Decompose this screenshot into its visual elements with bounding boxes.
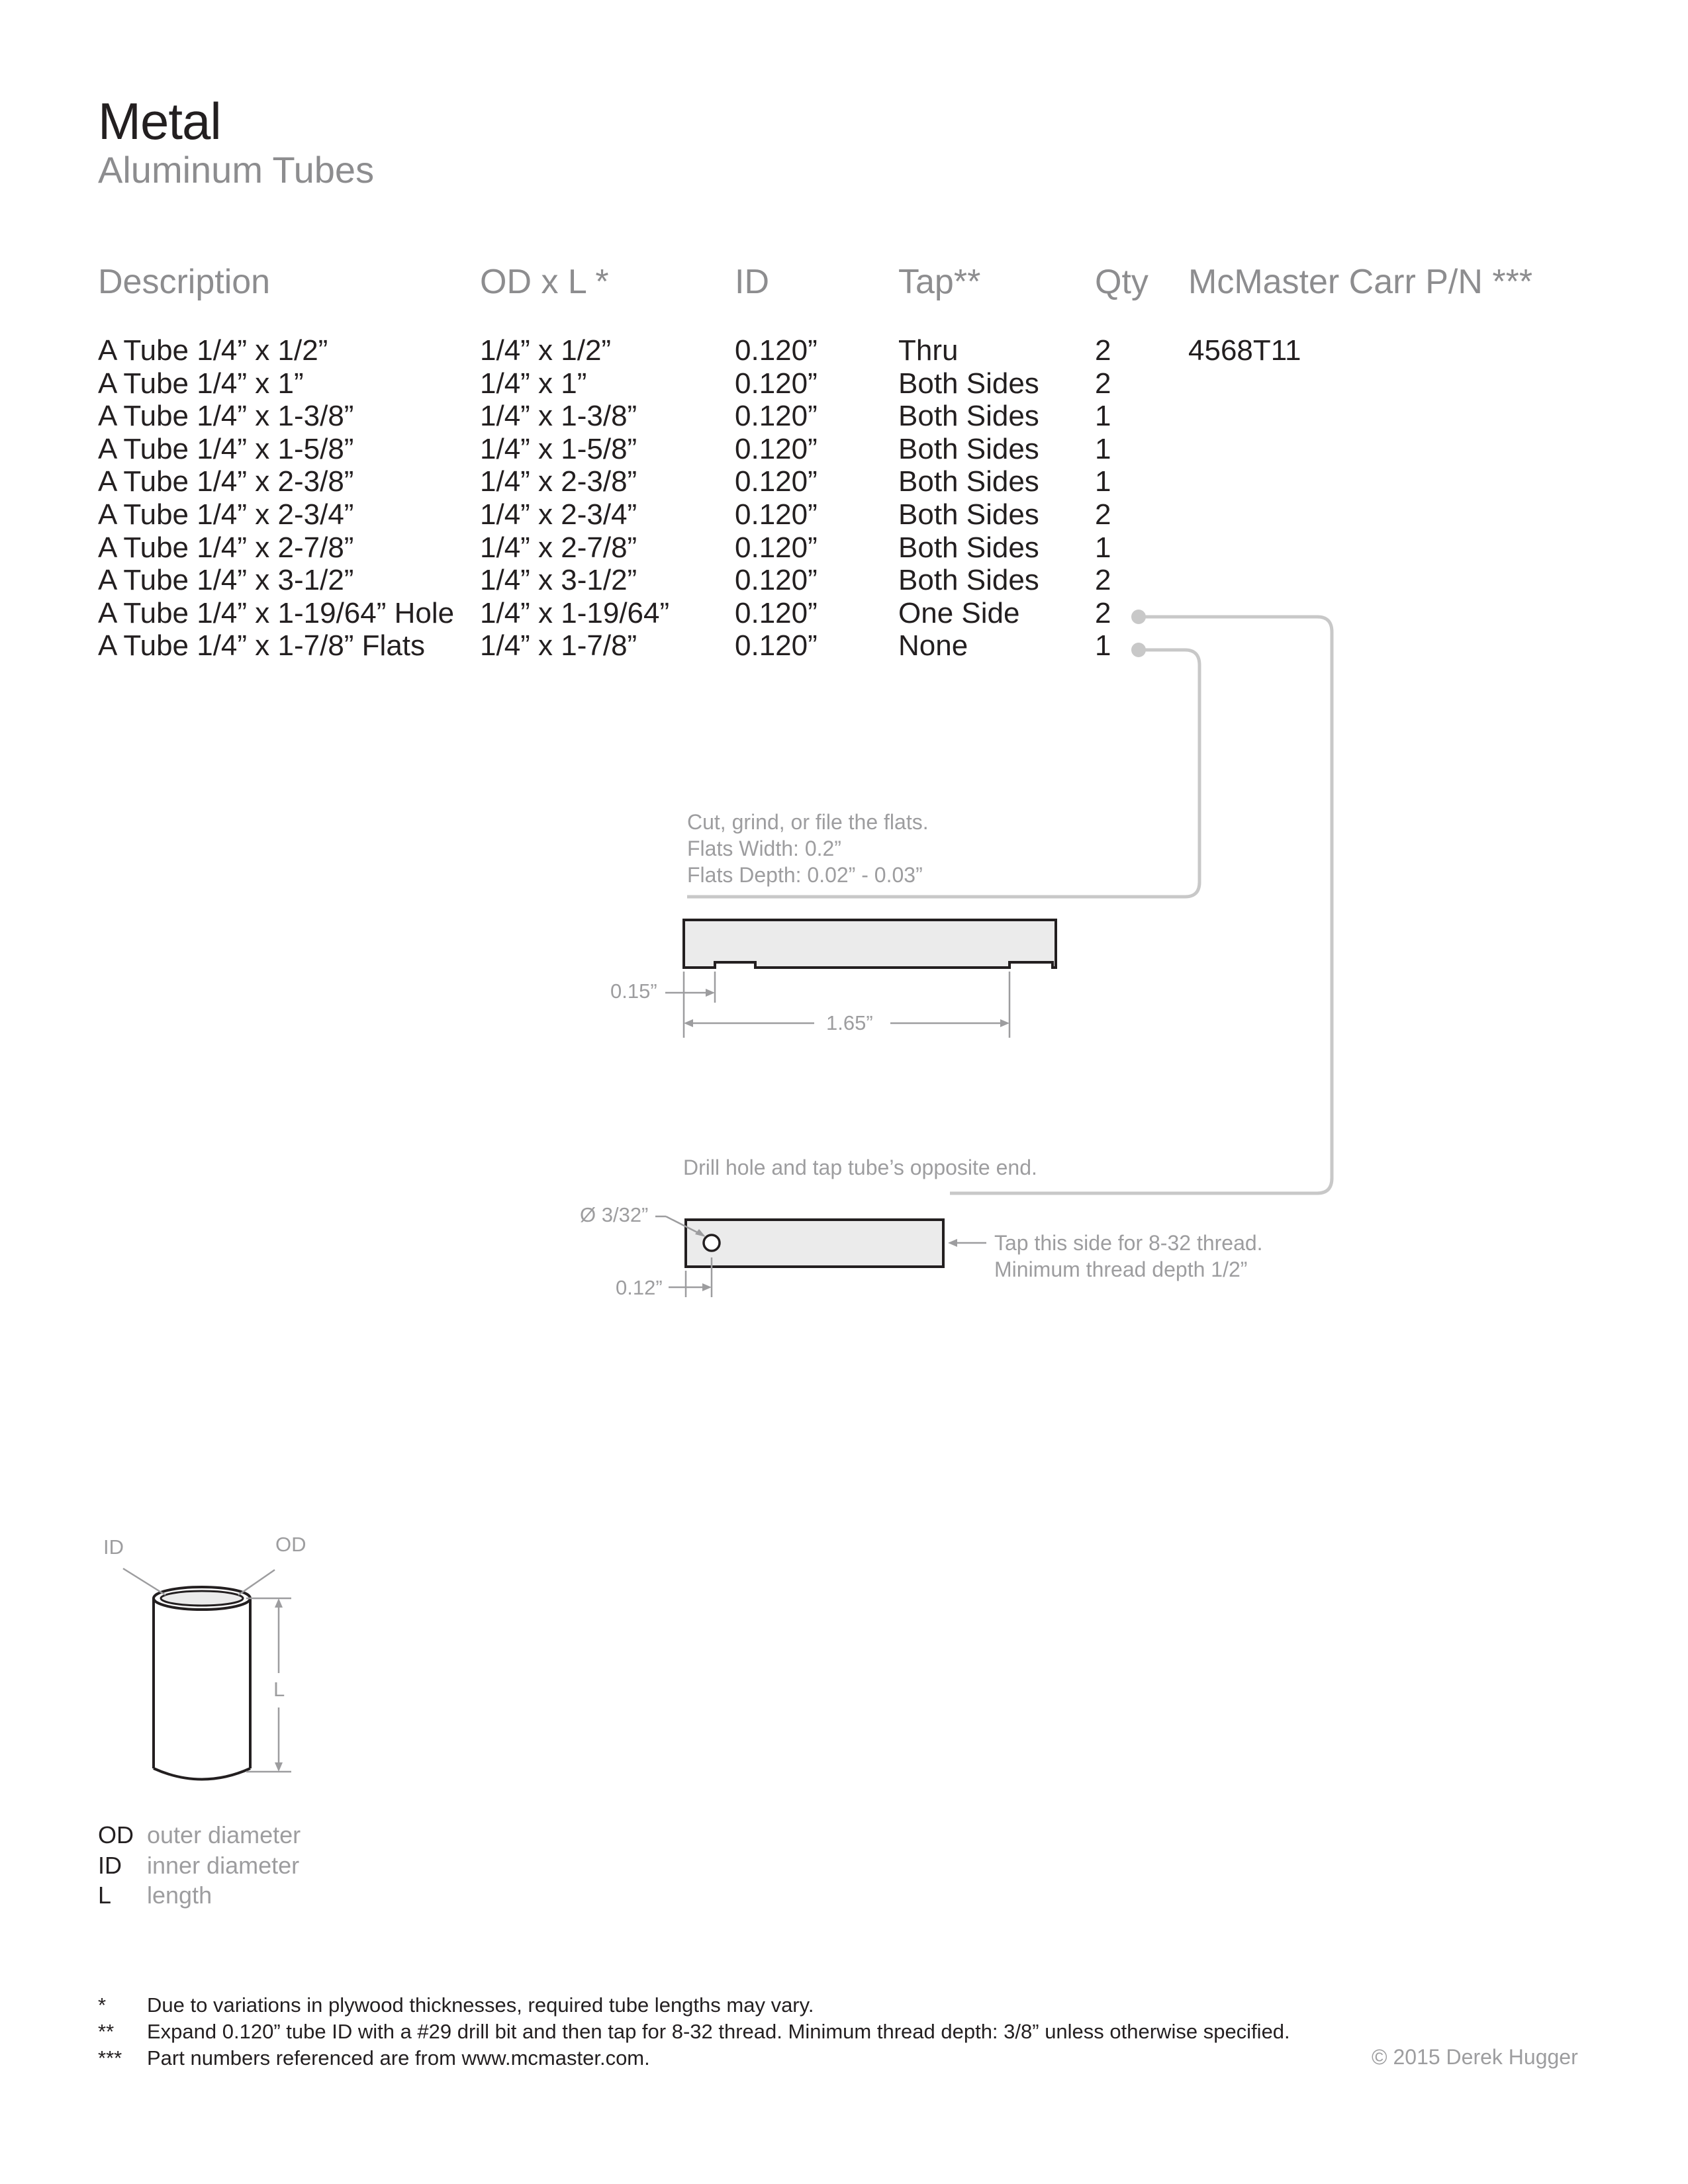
cell-id: 0.120” <box>735 367 818 400</box>
cell-qty: 2 <box>1095 596 1111 629</box>
cell-od-length: 1/4” x 1” <box>480 367 587 400</box>
cell-description: A Tube 1/4” x 1-5/8” <box>98 432 354 465</box>
cell-od-length: 1/4” x 2-7/8” <box>480 531 637 564</box>
column-header-od-length: OD x L * <box>480 263 609 301</box>
cell-qty: 2 <box>1095 334 1111 367</box>
cell-id: 0.120” <box>735 564 818 597</box>
cell-tap: Both Sides <box>898 531 1039 564</box>
page-subtitle: Aluminum Tubes <box>98 149 375 191</box>
cell-qty: 2 <box>1095 564 1111 597</box>
cell-qty: 1 <box>1095 432 1111 465</box>
connector-dot-flats <box>1131 643 1146 657</box>
cell-description: A Tube 1/4” x 2-3/8” <box>98 465 354 498</box>
cell-qty: 1 <box>1095 400 1111 433</box>
cell-od-length: 1/4” x 1-5/8” <box>480 432 637 465</box>
cell-description: A Tube 1/4” x 1-7/8” Flats <box>98 629 426 662</box>
page-title: Metal <box>98 92 221 150</box>
footnote-mark: ** <box>98 2020 115 2043</box>
cell-od-length: 1/4” x 1-19/64” <box>480 596 670 629</box>
cell-qty: 1 <box>1095 465 1111 498</box>
cell-id: 0.120” <box>735 334 818 367</box>
copyright: © 2015 Derek Hugger <box>1372 2045 1578 2069</box>
hole-tube-drawing <box>686 1220 943 1267</box>
cell-od-length: 1/4” x 1-3/8” <box>480 400 637 433</box>
cell-description: A Tube 1/4” x 1/2” <box>98 334 328 367</box>
connector-hole <box>950 617 1332 1193</box>
flats-note <box>687 809 929 888</box>
cell-description: A Tube 1/4” x 2-3/4” <box>98 498 354 531</box>
footnote-mark: *** <box>98 2046 122 2070</box>
cell-qty: 1 <box>1095 629 1111 662</box>
legend-abbr: OD <box>98 1821 134 1848</box>
hole-offset-dimension: 0.12” <box>616 1276 663 1299</box>
cell-od-length: 1/4” x 3-1/2” <box>480 564 637 597</box>
cell-qty: 2 <box>1095 367 1111 400</box>
cell-od-length: 1/4” x 2-3/4” <box>480 498 637 531</box>
cell-description: A Tube 1/4” x 1-19/64” Hole <box>98 596 455 629</box>
cell-id: 0.120” <box>735 400 818 433</box>
cell-od-length: 1/4” x 1-7/8” <box>480 629 637 662</box>
hole-diameter-dimension: Ø 3/32” <box>580 1203 649 1226</box>
cell-tap: None <box>898 629 968 662</box>
cell-id: 0.120” <box>735 629 818 662</box>
flats-length-dimension: 1.65” <box>826 1011 873 1034</box>
cell-qty: 2 <box>1095 498 1111 531</box>
legend-text: outer diameter <box>147 1821 301 1848</box>
cell-description: A Tube 1/4” x 2-7/8” <box>98 531 354 564</box>
cell-tap: One Side <box>898 596 1020 629</box>
legend-text: length <box>147 1882 212 1909</box>
flats-tube-drawing <box>684 920 1056 968</box>
column-header-part-number: McMaster Carr P/N *** <box>1188 263 1533 301</box>
legend-abbr: ID <box>98 1852 122 1879</box>
column-header-description: Description <box>98 263 271 301</box>
cell-tap: Both Sides <box>898 465 1039 498</box>
connector-dot-hole <box>1131 610 1146 624</box>
flats-offset-dimension: 0.15” <box>610 979 657 1003</box>
cell-tap: Both Sides <box>898 400 1039 433</box>
tap-note-line: Minimum thread depth 1/2” <box>994 1257 1248 1281</box>
cell-tap: Both Sides <box>898 432 1039 465</box>
cell-tap: Both Sides <box>898 564 1039 597</box>
legend-abbr: L <box>98 1882 112 1909</box>
cell-tap: Thru <box>898 334 959 367</box>
cell-description: A Tube 1/4” x 1-3/8” <box>98 400 354 433</box>
cell-qty: 1 <box>1095 531 1111 564</box>
tube-label-length: L <box>273 1678 285 1701</box>
tube-label-od: OD <box>275 1533 306 1556</box>
flats-note-line: Flats Depth: 0.02” - 0.03” <box>687 863 923 887</box>
cell-id: 0.120” <box>735 596 818 629</box>
cell-description: A Tube 1/4” x 3-1/2” <box>98 564 354 597</box>
column-header-id: ID <box>735 263 769 301</box>
flats-note-line: Flats Width: 0.2” <box>687 837 841 860</box>
cell-description: A Tube 1/4” x 1” <box>98 367 304 400</box>
cell-id: 0.120” <box>735 531 818 564</box>
tap-note <box>994 1230 1263 1283</box>
tube-isometric-drawing <box>154 1587 250 1780</box>
cell-tap: Both Sides <box>898 367 1039 400</box>
column-header-qty: Qty <box>1095 263 1149 301</box>
tap-note-line: Tap this side for 8-32 thread. <box>994 1231 1263 1255</box>
flats-note-line: Cut, grind, or file the flats. <box>687 810 929 834</box>
footnote-text: Due to variations in plywood thicknesses, required tube lengths may vary. <box>147 1993 814 2017</box>
cell-part-number: 4568T11 <box>1188 334 1301 367</box>
footnote-mark: * <box>98 1993 107 2017</box>
column-header-tap: Tap** <box>898 263 981 301</box>
cell-od-length: 1/4” x 2-3/8” <box>480 465 637 498</box>
footnote-text: Expand 0.120” tube ID with a #29 drill bit and then tap for 8-32 thread. Minimum thread depth: 3/8” unless otherwise specified. <box>147 2020 1290 2043</box>
footnote-text: Part numbers referenced are from www.mcmaster.com. <box>147 2046 650 2070</box>
cell-od-length: 1/4” x 1/2” <box>480 334 612 367</box>
drill-hole-circle <box>704 1235 720 1251</box>
cell-id: 0.120” <box>735 498 818 531</box>
cell-id: 0.120” <box>735 432 818 465</box>
cell-tap: Both Sides <box>898 498 1039 531</box>
hole-note: Drill hole and tap tube’s opposite end. <box>683 1156 1037 1179</box>
tube-label-id: ID <box>103 1535 124 1559</box>
legend-text: inner diameter <box>147 1852 300 1879</box>
cell-id: 0.120” <box>735 465 818 498</box>
